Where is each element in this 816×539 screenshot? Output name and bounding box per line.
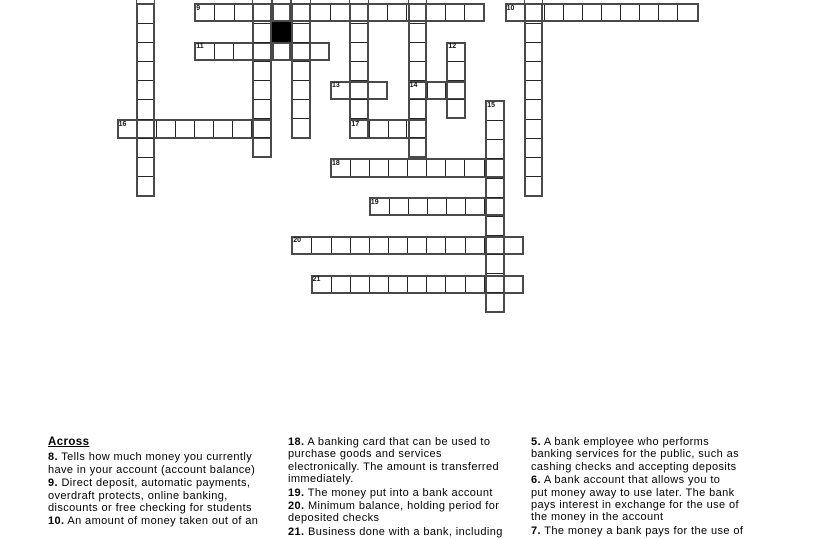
grid-cell[interactable] [410, 138, 425, 156]
grid-cell[interactable] [487, 121, 502, 140]
clue-9: 9. Direct deposit, automatic payments, overdraft protects, online banking, discounts or free checking for students [48, 477, 252, 515]
grid-cell[interactable] [370, 238, 389, 253]
grid-cell[interactable] [312, 238, 331, 253]
grid-cell[interactable] [602, 5, 621, 20]
cut-off-cell-top [272, 0, 291, 3]
grid-cell[interactable] [427, 160, 446, 175]
grid-cell[interactable] [410, 119, 425, 138]
grid-cell[interactable] [466, 277, 485, 292]
grid-cell[interactable] [254, 43, 269, 62]
clue-5: 5. A bank employee who performs banking services for the public, such as cashing checks and accepting deposits [531, 436, 739, 473]
clue-number-9: 9 [196, 4, 201, 12]
clue-column-2 [288, 436, 503, 539]
grid-cell[interactable] [351, 62, 366, 81]
grid-cell[interactable] [254, 24, 269, 43]
grid-cell[interactable] [138, 120, 153, 139]
grid-cell[interactable] [526, 100, 541, 119]
cut-off-cell-top [136, 0, 155, 3]
grid-cell[interactable] [410, 100, 425, 119]
grid-cell[interactable] [351, 160, 370, 175]
cut-off-cell-top [524, 0, 543, 3]
grid-cell[interactable] [410, 43, 425, 62]
grid-cell[interactable] [640, 5, 659, 20]
grid-cell[interactable] [138, 5, 153, 24]
grid-cell[interactable] [138, 139, 153, 158]
clue-18: 18. A banking card that can be used to purchase goods and services electronically. The amount is transferred immediately. [288, 436, 500, 486]
grid-cell[interactable] [310, 44, 328, 59]
word-down-r0c21 [524, 3, 543, 197]
grid-cell[interactable] [504, 277, 522, 292]
word-9-across-r0c4 [194, 3, 485, 22]
grid-cell[interactable] [427, 238, 446, 253]
grid-cell[interactable] [215, 44, 234, 59]
grid-cell[interactable] [487, 236, 502, 255]
word-down-r0c7 [252, 3, 271, 158]
grid-cell[interactable] [526, 81, 541, 100]
grid-cell[interactable] [466, 199, 485, 214]
grid-cell[interactable] [583, 5, 602, 20]
grid-cell[interactable] [254, 81, 269, 100]
grid-cell[interactable] [351, 24, 366, 43]
grid-cell[interactable] [408, 238, 427, 253]
clue-column-3 [531, 436, 743, 538]
grid-cell[interactable] [526, 177, 541, 195]
grid-cell[interactable] [351, 5, 366, 24]
grid-cell[interactable] [370, 160, 389, 175]
word-down-r0c12 [349, 3, 368, 139]
grid-cell[interactable] [138, 177, 153, 195]
grid-cell[interactable] [293, 119, 308, 137]
grid-cell[interactable] [138, 81, 153, 100]
grid-cell[interactable] [487, 198, 502, 217]
clue-number-18: 18 [332, 159, 340, 167]
clue-19: 19. The money put into a bank account [288, 486, 493, 499]
grid-cell[interactable] [446, 160, 465, 175]
grid-cell[interactable] [446, 238, 465, 253]
black-cell [272, 22, 291, 41]
grid-cell[interactable] [526, 120, 541, 139]
grid-cell[interactable] [138, 62, 153, 81]
grid-cell[interactable] [446, 5, 465, 20]
clue-number-16: 16 [118, 120, 127, 128]
word-12-down-r2c17 [446, 42, 465, 120]
grid-cell[interactable] [176, 121, 195, 136]
grid-cell[interactable] [564, 5, 583, 20]
grid-cell[interactable] [526, 5, 541, 24]
clue-21: 21. Business done with a bank, including [288, 525, 503, 538]
clue-number-12: 12 [448, 43, 457, 51]
grid-cell[interactable] [293, 62, 308, 81]
grid-cell[interactable] [659, 5, 678, 20]
grid-cell[interactable] [138, 43, 153, 62]
clue-number-14: 14 [409, 82, 418, 90]
grid-cell[interactable] [351, 277, 370, 292]
grid-cell[interactable] [234, 44, 253, 59]
grid-cell[interactable] [293, 5, 308, 24]
grid-cell[interactable] [254, 62, 269, 81]
grid-cell[interactable] [370, 277, 389, 292]
grid-cell[interactable] [526, 62, 541, 81]
grid-cell[interactable] [427, 5, 446, 20]
clue-10: 10. An amount of money taken out of an [48, 515, 259, 528]
cut-off-cell-top [408, 0, 427, 3]
grid-cell[interactable] [448, 62, 463, 81]
grid-cell[interactable] [254, 138, 269, 156]
grid-cell[interactable] [311, 5, 330, 20]
grid-cell[interactable] [526, 139, 541, 158]
grid-cell[interactable] [504, 238, 522, 253]
clue-column-1 [48, 436, 258, 529]
grid-cell[interactable] [351, 43, 366, 62]
grid-cell[interactable] [526, 158, 541, 177]
grid-cell[interactable] [621, 5, 640, 20]
grid-cell[interactable] [487, 217, 502, 236]
word-down-r0c15 [408, 3, 427, 158]
clue-number-17: 17 [351, 120, 360, 128]
grid-cell[interactable] [447, 199, 466, 214]
grid-cell[interactable] [293, 43, 308, 62]
grid-cell[interactable] [448, 81, 463, 100]
grid-cell[interactable] [274, 5, 289, 23]
grid-cell[interactable] [466, 238, 485, 253]
clue-number-15: 15 [487, 101, 495, 109]
grid-cell[interactable] [428, 83, 446, 98]
grid-cell[interactable] [389, 277, 408, 292]
grid-cell[interactable] [408, 277, 427, 292]
grid-cell[interactable] [351, 238, 370, 253]
word-15-down-r5c19 [485, 100, 504, 313]
grid-cell[interactable] [389, 160, 408, 175]
grid-cell[interactable] [448, 100, 463, 118]
grid-cell[interactable] [410, 5, 425, 24]
clue-number-21: 21 [312, 276, 321, 284]
grid-cell[interactable] [545, 5, 564, 20]
clue-6: 6. A bank account that allows you to put money away to use later. The bank pays interest in exchange for the use of the money in the account [531, 474, 740, 524]
clue-20: 20. Minimum balance, holding period for deposited checks [288, 500, 500, 525]
grid-cell[interactable] [351, 100, 366, 119]
grid-cell[interactable] [389, 238, 408, 253]
grid-cell[interactable] [215, 5, 234, 20]
grid-cell[interactable] [332, 277, 351, 292]
grid-cell[interactable] [332, 238, 351, 253]
cut-off-cell-top [252, 0, 271, 3]
grid-cell[interactable] [369, 5, 388, 20]
word-down-r0c1 [136, 3, 155, 197]
clue-number-20: 20 [293, 237, 301, 245]
word-18-across-r8c11 [330, 158, 505, 177]
cut-off-cell-top [291, 0, 310, 3]
grid-cell[interactable] [410, 24, 425, 43]
clues-across-header: Across [48, 436, 90, 448]
grid-cell[interactable] [526, 43, 541, 62]
grid-cell[interactable] [351, 81, 366, 100]
grid-cell[interactable] [389, 121, 408, 136]
clue-number-19: 19 [370, 198, 379, 206]
grid-cell[interactable] [254, 100, 269, 119]
grid-cell[interactable] [293, 100, 308, 119]
grid-cell[interactable] [195, 121, 214, 136]
grid-cell[interactable] [274, 42, 289, 59]
grid-cell[interactable] [487, 274, 502, 293]
grid-cell[interactable] [410, 62, 425, 81]
grid-cell[interactable] [138, 158, 153, 177]
grid-cell[interactable] [526, 24, 541, 43]
grid-cell[interactable] [446, 277, 465, 292]
grid-cell[interactable] [465, 5, 483, 20]
cut-off-cell-top [349, 0, 368, 3]
grid-cell[interactable] [427, 277, 446, 292]
clue-8: 8. Tells how much money you currently have in your account (account balance) [48, 451, 256, 476]
grid-cell[interactable] [428, 199, 447, 214]
clue-number-10: 10 [506, 4, 515, 12]
grid-cell[interactable] [465, 160, 484, 175]
grid-cell[interactable] [235, 5, 254, 20]
grid-cell[interactable] [369, 83, 386, 98]
grid-cell[interactable] [138, 24, 153, 43]
grid-cell[interactable] [293, 24, 308, 43]
grid-cell[interactable] [138, 100, 153, 119]
grid-cell[interactable] [409, 199, 428, 214]
clue-7: 7. The money a bank pays for the use of [531, 524, 744, 537]
word-down-r0c9 [291, 3, 310, 139]
grid-cell[interactable] [370, 121, 389, 136]
grid-cell[interactable] [487, 159, 502, 178]
grid-cell[interactable] [214, 121, 233, 136]
grid-cell[interactable] [293, 81, 308, 100]
grid-cell[interactable] [487, 140, 502, 159]
grid-cell[interactable] [254, 119, 269, 138]
grid-cell[interactable] [233, 121, 252, 136]
grid-cell[interactable] [390, 199, 409, 214]
clue-number-11: 11 [196, 43, 204, 51]
grid-cell[interactable] [388, 5, 407, 20]
grid-cell[interactable] [487, 255, 502, 274]
grid-cell[interactable] [487, 179, 502, 198]
clue-number-13: 13 [332, 82, 340, 90]
grid-cell[interactable] [678, 5, 696, 20]
grid-cell[interactable] [157, 121, 176, 136]
grid-cell[interactable] [254, 5, 269, 24]
grid-cell[interactable] [331, 5, 350, 20]
grid-cell[interactable] [487, 293, 502, 311]
grid-cell[interactable] [408, 160, 427, 175]
